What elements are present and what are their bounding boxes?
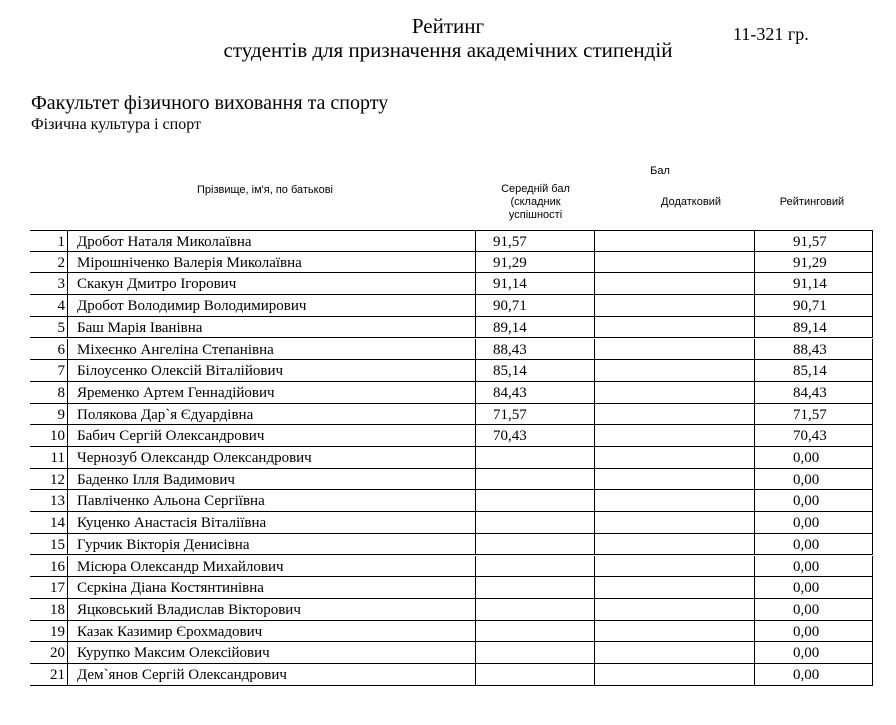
additional-score bbox=[595, 664, 755, 686]
table-row bbox=[0, 317, 896, 339]
rating-score: 89,14 bbox=[755, 317, 873, 339]
student-name: Білоусенко Олексій Віталійович bbox=[68, 360, 475, 382]
row-number: 16 bbox=[30, 556, 68, 578]
additional-score bbox=[595, 556, 755, 578]
rating-score: 84,43 bbox=[755, 382, 873, 404]
row-number: 20 bbox=[30, 642, 68, 664]
rating-score: 90,71 bbox=[755, 295, 873, 317]
row-number: 15 bbox=[30, 534, 68, 556]
rating-score: 0,00 bbox=[755, 599, 873, 621]
rating-score: 0,00 bbox=[755, 664, 873, 686]
group-label: 11-321 гр. bbox=[733, 24, 809, 44]
average-score bbox=[475, 512, 595, 534]
average-score: 85,14 bbox=[475, 360, 595, 382]
additional-score bbox=[595, 512, 755, 534]
average-score: 88,43 bbox=[475, 339, 595, 361]
student-name: Дем`янов Сергій Олександрович bbox=[68, 664, 475, 686]
additional-score bbox=[595, 577, 755, 599]
rating-score: 0,00 bbox=[755, 534, 873, 556]
row-number: 13 bbox=[30, 490, 68, 512]
student-name: Чернозуб Олександр Олександрович bbox=[68, 447, 475, 469]
student-name: Бабич Сергій Олександрович bbox=[68, 425, 475, 447]
average-score: 90,71 bbox=[475, 295, 595, 317]
additional-score bbox=[595, 230, 755, 252]
additional-score bbox=[595, 642, 755, 664]
column-header-average bbox=[478, 183, 593, 222]
table-row bbox=[0, 621, 896, 643]
page-title: Рейтинг bbox=[411, 14, 485, 38]
average-score bbox=[475, 534, 595, 556]
row-number: 9 bbox=[30, 404, 68, 426]
table-row bbox=[0, 469, 896, 491]
row-number: 3 bbox=[30, 273, 68, 295]
rating-score: 0,00 bbox=[755, 621, 873, 643]
row-number: 11 bbox=[30, 447, 68, 469]
additional-score bbox=[595, 252, 755, 274]
page-subtitle: студентів для призначення академічних стипендій bbox=[223, 38, 673, 62]
table-row bbox=[0, 382, 896, 404]
table-row bbox=[0, 404, 896, 426]
additional-score bbox=[595, 404, 755, 426]
average-score bbox=[475, 621, 595, 643]
additional-score bbox=[595, 382, 755, 404]
table-row bbox=[0, 252, 896, 274]
student-name: Міхеєнко Ангеліна Степанівна bbox=[68, 339, 475, 361]
rating-score: 0,00 bbox=[755, 447, 873, 469]
average-score bbox=[475, 599, 595, 621]
additional-score bbox=[595, 599, 755, 621]
average-score bbox=[475, 469, 595, 491]
rating-score: 91,29 bbox=[755, 252, 873, 274]
student-name: Дробот Наталя Миколаївна bbox=[68, 230, 475, 252]
row-number: 10 bbox=[30, 425, 68, 447]
student-name: Баш Марія Іванівна bbox=[68, 317, 475, 339]
table-row bbox=[0, 273, 896, 295]
average-score bbox=[475, 664, 595, 686]
rating-score: 85,14 bbox=[755, 360, 873, 382]
student-name: Яцковський Владислав Вікторович bbox=[68, 599, 475, 621]
specialty-name: Фізична культура і спорт bbox=[31, 116, 201, 133]
additional-score bbox=[595, 534, 755, 556]
rating-score: 0,00 bbox=[755, 469, 873, 491]
rating-score: 88,43 bbox=[755, 339, 873, 361]
rating-score: 70,43 bbox=[755, 425, 873, 447]
student-name: Куценко Анастасія Віталіївна bbox=[68, 512, 475, 534]
row-number: 14 bbox=[30, 512, 68, 534]
student-name: Яременко Артем Геннадійович bbox=[68, 382, 475, 404]
average-score bbox=[475, 447, 595, 469]
average-score: 91,14 bbox=[475, 273, 595, 295]
student-name: Мірошніченко Валерія Миколаївна bbox=[68, 252, 475, 274]
student-name: Дробот Володимир Володимирович bbox=[68, 295, 475, 317]
row-number: 12 bbox=[30, 469, 68, 491]
average-score bbox=[475, 642, 595, 664]
row-number: 2 bbox=[30, 252, 68, 274]
additional-score bbox=[595, 425, 755, 447]
student-name: Сєркіна Діана Костянтинівна bbox=[68, 577, 475, 599]
additional-score bbox=[595, 295, 755, 317]
table-row bbox=[0, 360, 896, 382]
row-number: 18 bbox=[30, 599, 68, 621]
table-row bbox=[0, 295, 896, 317]
average-score bbox=[475, 577, 595, 599]
student-name: Полякова Дар`я Єдуардівна bbox=[68, 404, 475, 426]
rating-score: 0,00 bbox=[755, 642, 873, 664]
column-header-average-line3: успішності bbox=[508, 209, 563, 221]
additional-score bbox=[595, 621, 755, 643]
table-row bbox=[0, 664, 896, 686]
additional-score bbox=[595, 339, 755, 361]
table-row bbox=[0, 642, 896, 664]
table-row bbox=[0, 447, 896, 469]
column-header-average-line2: (складник bbox=[510, 196, 561, 208]
average-score bbox=[475, 490, 595, 512]
table-row bbox=[0, 577, 896, 599]
row-number: 6 bbox=[30, 339, 68, 361]
additional-score bbox=[595, 317, 755, 339]
average-score: 71,57 bbox=[475, 404, 595, 426]
row-number: 19 bbox=[30, 621, 68, 643]
row-number: 4 bbox=[30, 295, 68, 317]
rating-score: 0,00 bbox=[755, 556, 873, 578]
table-row bbox=[0, 556, 896, 578]
rating-score: 0,00 bbox=[755, 490, 873, 512]
table-row bbox=[0, 512, 896, 534]
average-score: 89,14 bbox=[475, 317, 595, 339]
additional-score bbox=[595, 360, 755, 382]
student-name: Гурчик Вікторія Денисівна bbox=[68, 534, 475, 556]
table-row bbox=[0, 425, 896, 447]
row-number: 5 bbox=[30, 317, 68, 339]
table-row bbox=[0, 230, 896, 252]
rating-score: 0,00 bbox=[755, 512, 873, 534]
row-number: 7 bbox=[30, 360, 68, 382]
table-row bbox=[0, 534, 896, 556]
column-header-rating: Рейтинговий bbox=[779, 196, 845, 208]
rating-score: 71,57 bbox=[755, 404, 873, 426]
column-header-additional: Додатковий bbox=[661, 196, 721, 208]
column-group-header-score: Бал bbox=[650, 165, 670, 177]
average-score: 84,43 bbox=[475, 382, 595, 404]
student-name: Місюра Олександр Михайлович bbox=[68, 556, 475, 578]
additional-score bbox=[595, 447, 755, 469]
average-score: 91,57 bbox=[475, 230, 595, 252]
additional-score bbox=[595, 273, 755, 295]
student-name: Баденко Ілля Вадимович bbox=[68, 469, 475, 491]
row-number: 17 bbox=[30, 577, 68, 599]
additional-score bbox=[595, 490, 755, 512]
rating-score: 91,57 bbox=[755, 230, 873, 252]
student-name: Павліченко Альона Сергіївна bbox=[68, 490, 475, 512]
student-name: Скакун Дмитро Ігорович bbox=[68, 273, 475, 295]
faculty-name: Факультет фізичного виховання та спорту bbox=[31, 92, 389, 114]
table-row bbox=[0, 490, 896, 512]
column-header-name: Прізвище, ім'я, по батькові bbox=[197, 184, 333, 196]
rating-score: 0,00 bbox=[755, 577, 873, 599]
average-score: 91,29 bbox=[475, 252, 595, 274]
student-name: Курупко Максим Олексійович bbox=[68, 642, 475, 664]
table-row bbox=[0, 339, 896, 361]
row-number: 1 bbox=[30, 230, 68, 252]
additional-score bbox=[595, 469, 755, 491]
row-number: 8 bbox=[30, 382, 68, 404]
average-score: 70,43 bbox=[475, 425, 595, 447]
table-row bbox=[0, 599, 896, 621]
average-score bbox=[475, 556, 595, 578]
student-name: Казак Казимир Єрохмадович bbox=[68, 621, 475, 643]
row-number: 21 bbox=[30, 664, 68, 686]
column-header-average-line1: Середній бал bbox=[501, 183, 570, 195]
rating-score: 91,14 bbox=[755, 273, 873, 295]
